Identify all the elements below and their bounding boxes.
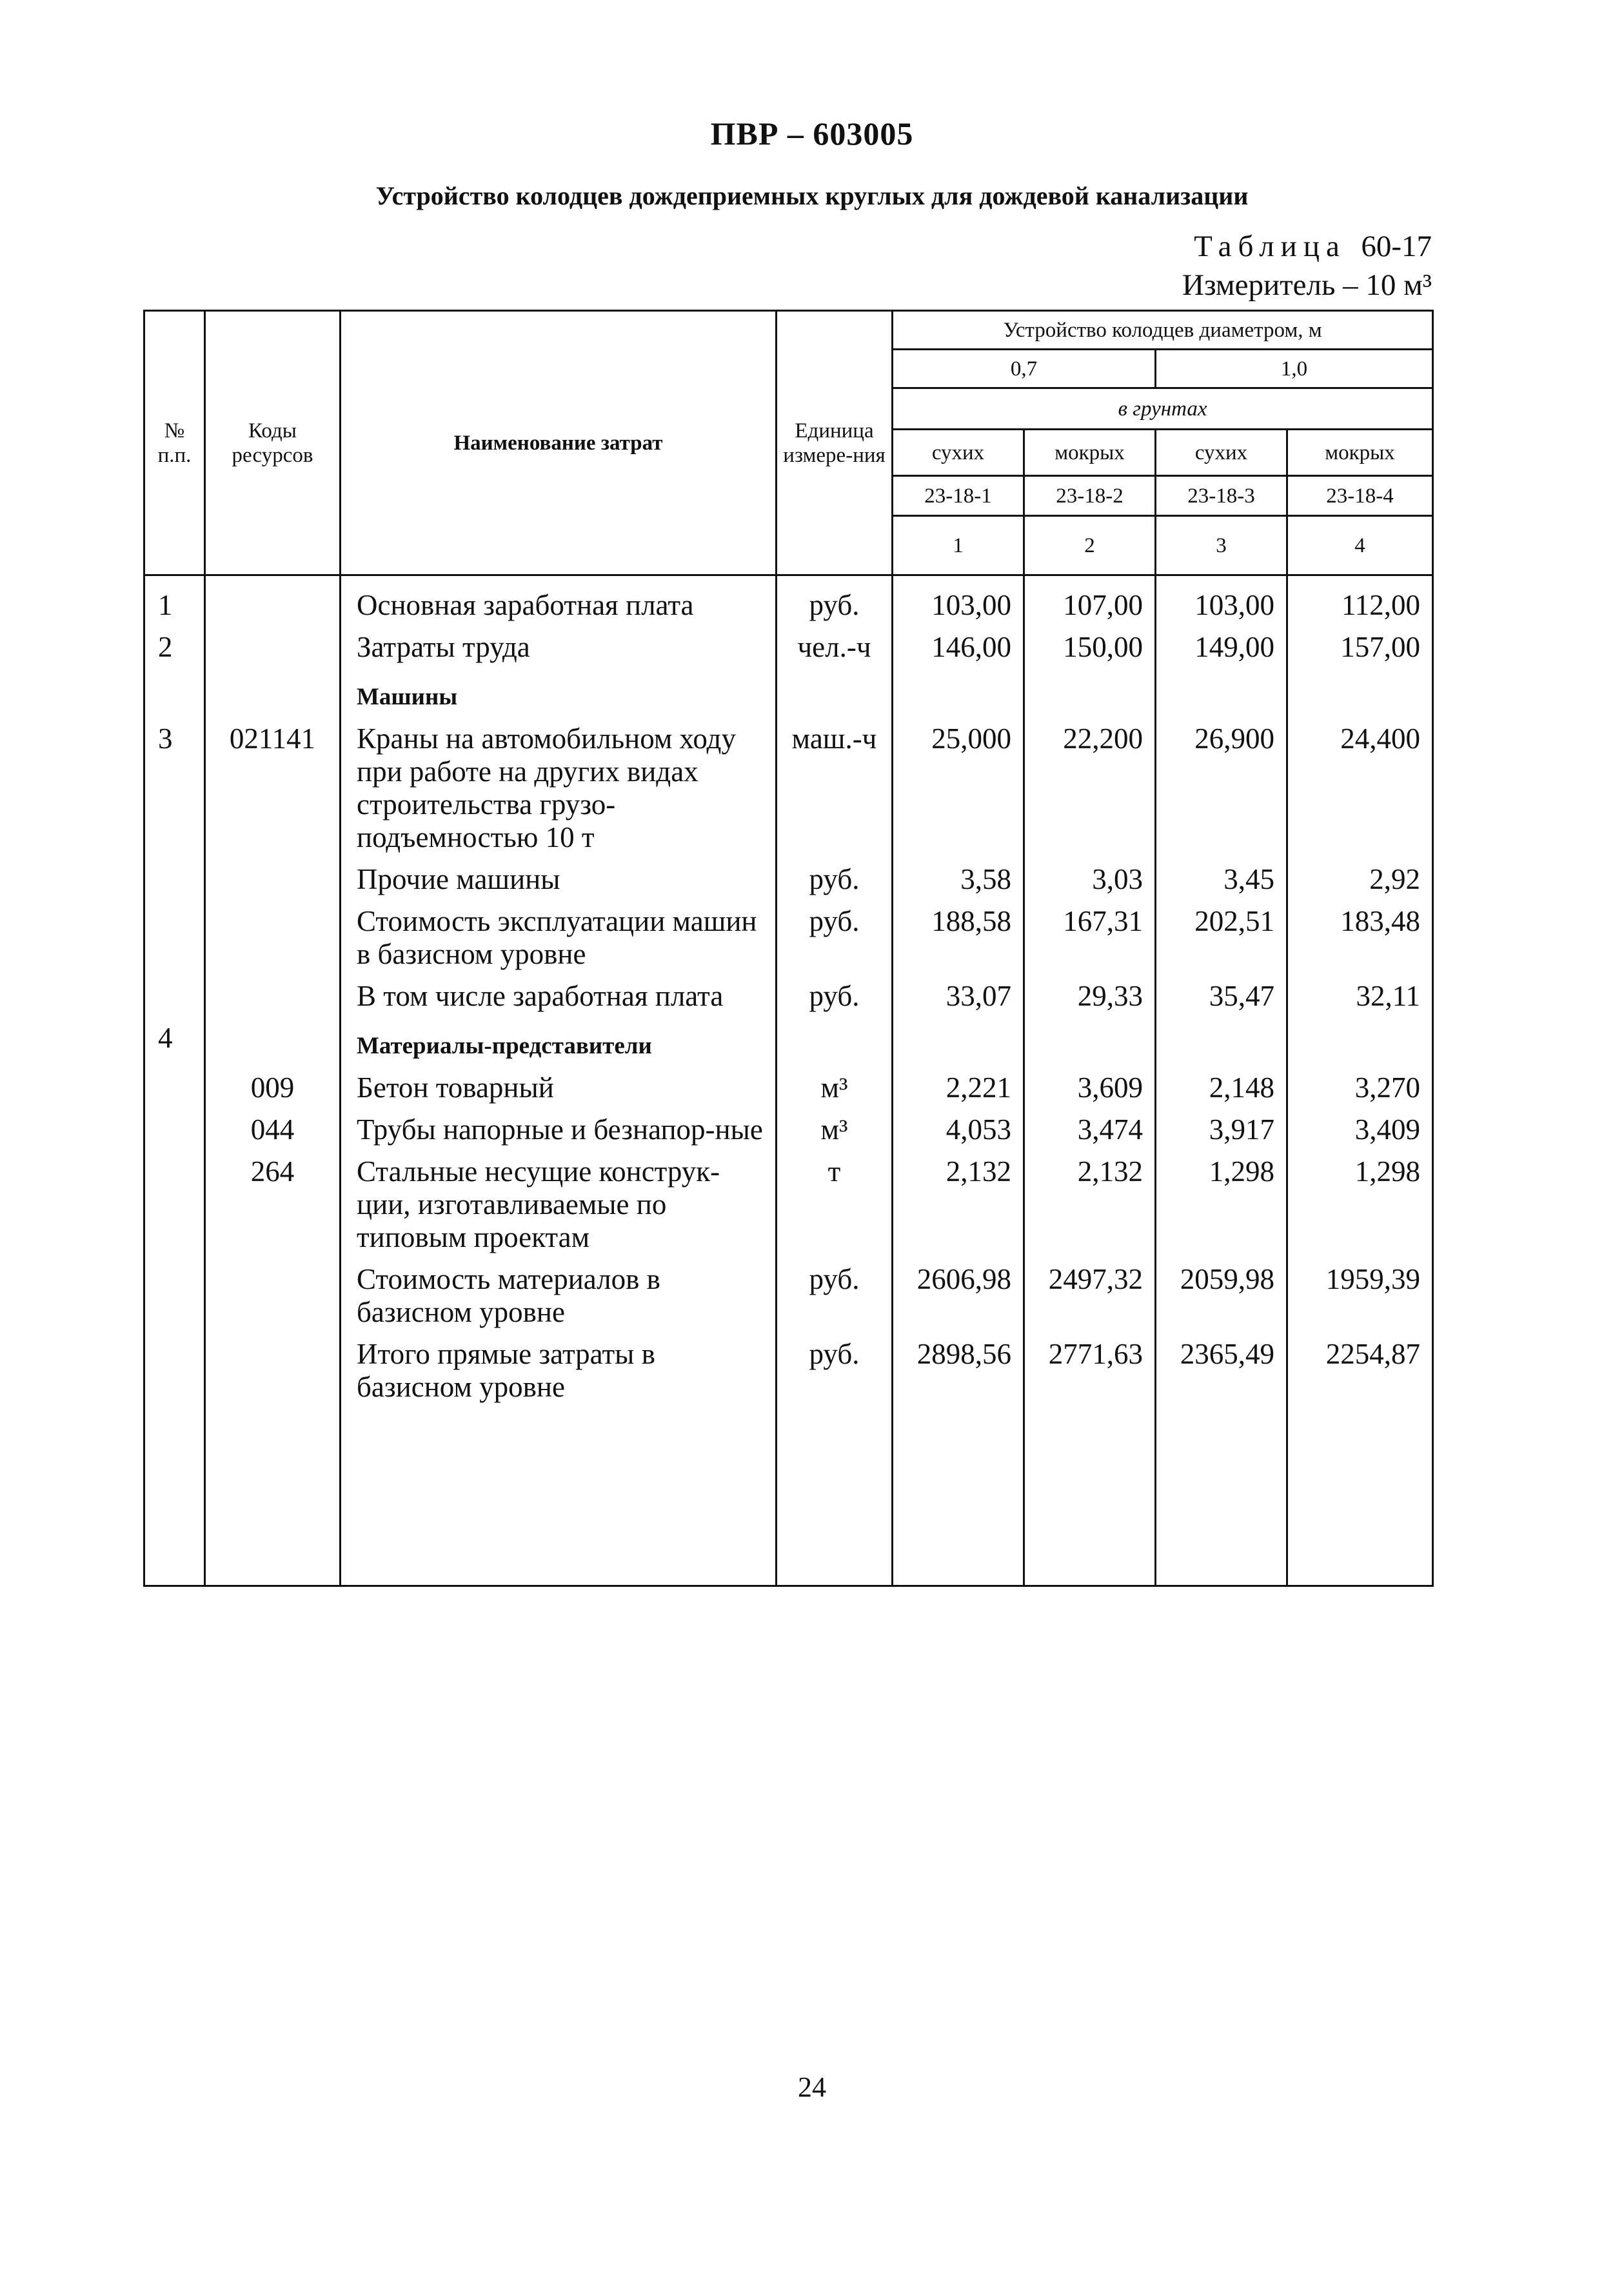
value-cell: 2059,98 [1156, 1254, 1287, 1329]
value-cell: 202,51 [1156, 896, 1287, 971]
value-cell: 3,45 [1156, 854, 1287, 896]
empty-cell [1024, 1404, 1156, 1586]
cost-name: Основная заработная плата [341, 575, 777, 622]
value-cell: 2898,56 [893, 1329, 1024, 1404]
cost-table [143, 310, 1434, 1587]
resource-code: 009 [205, 1062, 341, 1104]
table-body [144, 575, 1433, 1586]
table-row [144, 1329, 1433, 1404]
table-number: 60-17 [1361, 230, 1432, 263]
header-soil-type: мокрых [1287, 430, 1433, 476]
header-col-number: 4 [1287, 516, 1433, 575]
empty-cell [144, 1404, 205, 1586]
empty-cell [1156, 1404, 1287, 1586]
row-number [144, 896, 205, 971]
header-code: 23-18-4 [1287, 476, 1433, 516]
header-unit: Единица измере-ния [777, 311, 893, 575]
value-cell [1024, 1013, 1156, 1062]
unit: м³ [777, 1104, 893, 1146]
value-cell [1024, 664, 1156, 713]
header-soil-type: сухих [893, 430, 1024, 476]
table-row [144, 622, 1433, 664]
row-number [144, 854, 205, 896]
value-cell [1287, 1013, 1433, 1062]
unit: т [777, 1146, 893, 1254]
value-cell: 2,92 [1287, 854, 1433, 896]
table-row [144, 971, 1433, 1013]
unit: чел.-ч [777, 622, 893, 664]
table-row [144, 1254, 1433, 1329]
value-cell: 29,33 [1024, 971, 1156, 1013]
cost-name: В том числе заработная плата [341, 971, 777, 1013]
value-cell: 2254,87 [1287, 1329, 1433, 1404]
value-cell: 183,48 [1287, 896, 1433, 971]
empty-cell [341, 1404, 777, 1586]
value-cell [1156, 664, 1287, 713]
resource-code [205, 896, 341, 971]
row-number: 4 [144, 1013, 205, 1062]
unit: м³ [777, 1062, 893, 1104]
header-codes: Коды ресурсов [205, 311, 341, 575]
value-cell: 2,221 [893, 1062, 1024, 1104]
header-code: 23-18-3 [1156, 476, 1287, 516]
value-cell: 157,00 [1287, 622, 1433, 664]
value-cell [1287, 664, 1433, 713]
value-cell: 1959,39 [1287, 1254, 1433, 1329]
value-cell: 2,132 [1024, 1146, 1156, 1254]
resource-code [205, 622, 341, 664]
value-cell: 25,000 [893, 713, 1024, 854]
cost-name: Затраты труда [341, 622, 777, 664]
value-cell: 2497,32 [1024, 1254, 1156, 1329]
value-cell: 1,298 [1287, 1146, 1433, 1254]
value-cell: 4,053 [893, 1104, 1024, 1146]
cost-name: Бетон товарный [341, 1062, 777, 1104]
row-number [144, 971, 205, 1013]
row-number [144, 1254, 205, 1329]
table-measure: Измеритель – 10 м³ [1182, 268, 1432, 302]
resource-code [205, 971, 341, 1013]
value-cell: 2771,63 [1024, 1329, 1156, 1404]
resource-code [205, 1254, 341, 1329]
page-number: 24 [798, 2071, 826, 2103]
value-cell: 3,270 [1287, 1062, 1433, 1104]
section-row [144, 664, 1433, 713]
unit: руб. [777, 1254, 893, 1329]
value-cell: 3,474 [1024, 1104, 1156, 1146]
header-col-number: 3 [1156, 516, 1287, 575]
empty-cell [777, 1404, 893, 1586]
row-number: 1 [144, 575, 205, 622]
table-row [144, 713, 1433, 854]
unit: маш.-ч [777, 713, 893, 854]
value-cell: 149,00 [1156, 622, 1287, 664]
resource-code [205, 1013, 341, 1062]
row-number [144, 1146, 205, 1254]
cost-name: Стальные несущие конструк-ции, изготавливаемые по типовым проектам [341, 1146, 777, 1254]
value-cell: 2,148 [1156, 1062, 1287, 1104]
value-cell: 2365,49 [1156, 1329, 1287, 1404]
unit: руб. [777, 1329, 893, 1404]
table-row [144, 1104, 1433, 1146]
empty-cell [893, 1404, 1024, 1586]
header-soil-type: мокрых [1024, 430, 1156, 476]
value-cell: 22,200 [1024, 713, 1156, 854]
resource-code [205, 1329, 341, 1404]
value-cell: 33,07 [893, 971, 1024, 1013]
table-row [144, 896, 1433, 971]
header-col-number: 2 [1024, 516, 1156, 575]
row-number: 2 [144, 622, 205, 664]
value-cell: 35,47 [1156, 971, 1287, 1013]
value-cell: 2,132 [893, 1146, 1024, 1254]
table-row [144, 575, 1433, 622]
value-cell: 3,409 [1287, 1104, 1433, 1146]
value-cell: 150,00 [1024, 622, 1156, 664]
header-diameter-2: 1,0 [1156, 350, 1433, 388]
header-name: Наименование затрат [341, 311, 777, 575]
cost-name: Краны на автомобильном ходу при работе на других видах строительства грузо-подъемностью 10 т [341, 713, 777, 854]
filler-row [144, 1404, 1433, 1586]
value-cell: 3,03 [1024, 854, 1156, 896]
empty-cell [1287, 1404, 1433, 1586]
header-col-number: 1 [893, 516, 1024, 575]
document-subtitle: Устройство колодцев дождеприемных круглых для дождевой канализации [375, 181, 1249, 210]
row-number [144, 1329, 205, 1404]
value-cell [893, 664, 1024, 713]
unit [777, 664, 893, 713]
value-cell: 3,917 [1156, 1104, 1287, 1146]
document-title: ПВР – 603005 [710, 115, 914, 152]
cost-name: Стоимость эксплуатации машин в базисном уровне [341, 896, 777, 971]
header-soil-type: сухих [1156, 430, 1287, 476]
value-cell: 112,00 [1287, 575, 1433, 622]
resource-code: 021141 [205, 713, 341, 854]
value-cell: 103,00 [1156, 575, 1287, 622]
header-soil: в грунтах [893, 388, 1433, 430]
row-number [144, 664, 205, 713]
value-cell: 26,900 [1156, 713, 1287, 854]
header-group: Устройство колодцев диаметром, м [893, 311, 1433, 350]
resource-code [205, 575, 341, 622]
table-label: Таблица [1194, 230, 1346, 263]
table-row [144, 1062, 1433, 1104]
resource-code [205, 664, 341, 713]
row-number [144, 1104, 205, 1146]
value-cell: 3,609 [1024, 1062, 1156, 1104]
row-number [144, 1062, 205, 1104]
value-cell: 107,00 [1024, 575, 1156, 622]
unit: руб. [777, 971, 893, 1013]
header-code: 23-18-2 [1024, 476, 1156, 516]
resource-code: 264 [205, 1146, 341, 1254]
value-cell: 32,11 [1287, 971, 1433, 1013]
section-title: Материалы-представители [341, 1013, 777, 1062]
empty-cell [205, 1404, 341, 1586]
cost-name: Трубы напорные и безнапор-ные [341, 1104, 777, 1146]
cost-name: Прочие машины [341, 854, 777, 896]
value-cell: 188,58 [893, 896, 1024, 971]
header-code: 23-18-1 [893, 476, 1024, 516]
value-cell: 2606,98 [893, 1254, 1024, 1329]
section-title: Машины [341, 664, 777, 713]
value-cell: 1,298 [1156, 1146, 1287, 1254]
row-number: 3 [144, 713, 205, 854]
value-cell: 24,400 [1287, 713, 1433, 854]
value-cell: 146,00 [893, 622, 1024, 664]
value-cell: 103,00 [893, 575, 1024, 622]
header-diameter-1: 0,7 [893, 350, 1156, 388]
resource-code [205, 854, 341, 896]
table-row [144, 1146, 1433, 1254]
unit: руб. [777, 854, 893, 896]
value-cell: 3,58 [893, 854, 1024, 896]
cost-name: Стоимость материалов в базисном уровне [341, 1254, 777, 1329]
value-cell: 167,31 [1024, 896, 1156, 971]
header-num: № п.п. [144, 311, 205, 575]
unit: руб. [777, 896, 893, 971]
table-row [144, 854, 1433, 896]
table-caption [1182, 227, 1432, 304]
cost-name: Итого прямые затраты в базисном уровне [341, 1329, 777, 1404]
resource-code: 044 [205, 1104, 341, 1146]
unit [777, 1013, 893, 1062]
value-cell [893, 1013, 1024, 1062]
section-row [144, 1013, 1433, 1062]
value-cell [1156, 1013, 1287, 1062]
unit: руб. [777, 575, 893, 622]
